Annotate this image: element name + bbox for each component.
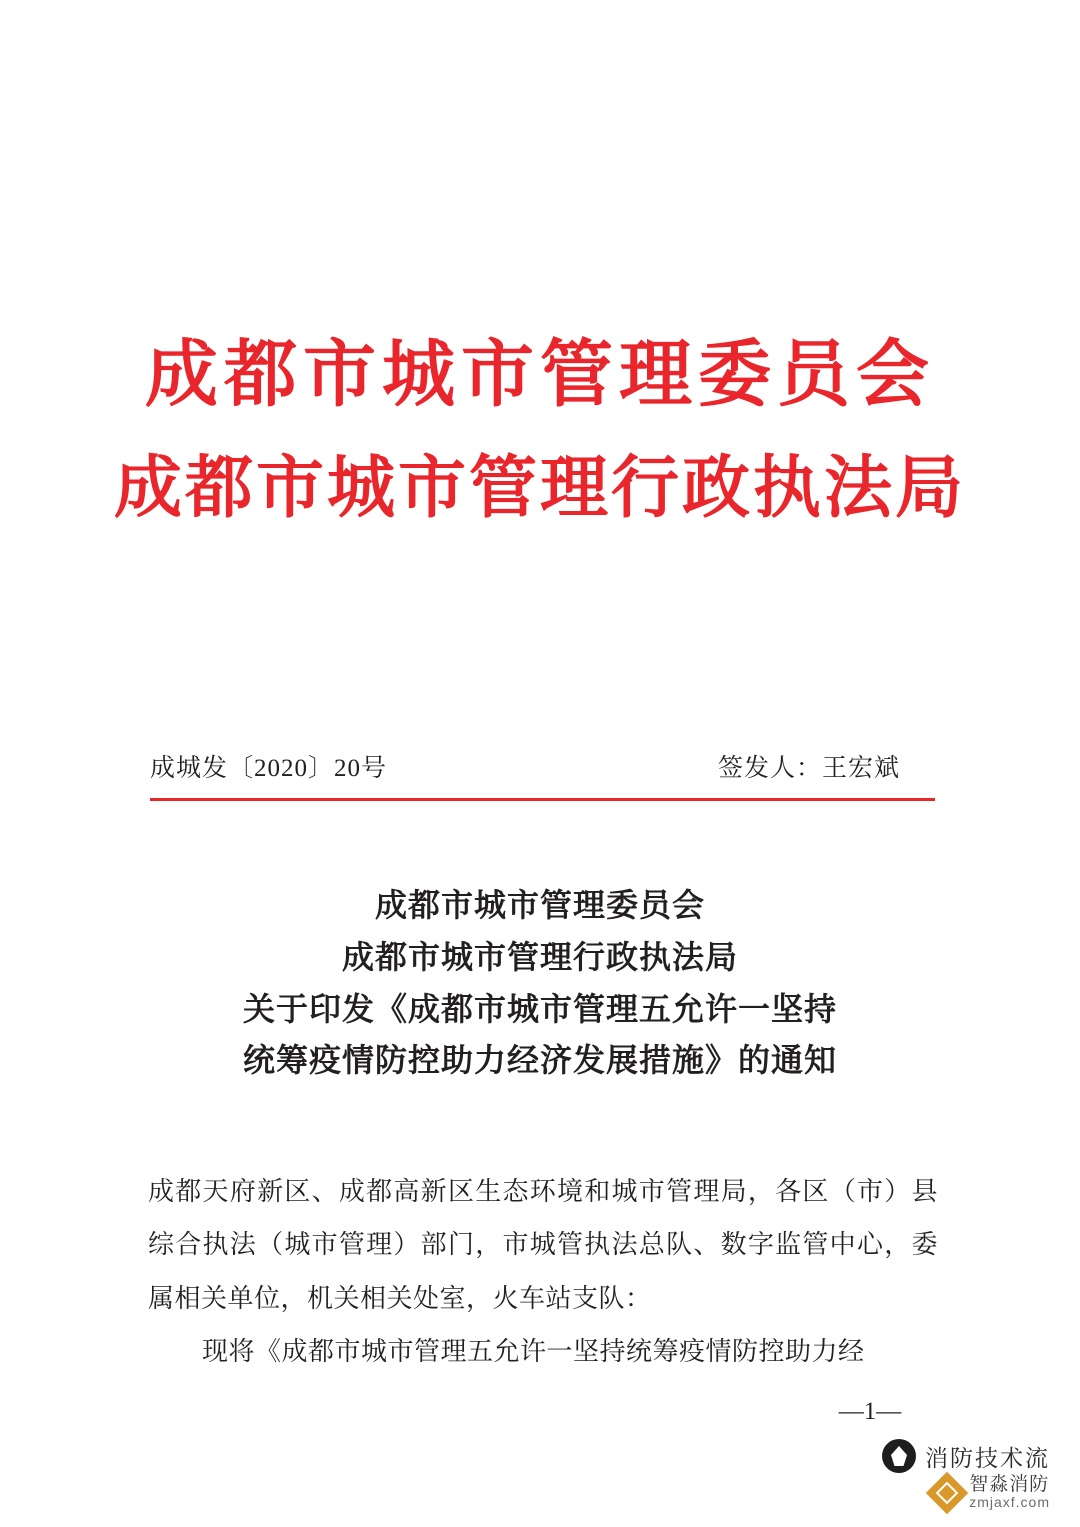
red-divider-rule — [150, 798, 935, 801]
watermark — [838, 1439, 1058, 1511]
watermark-secondary — [932, 1474, 1050, 1511]
document-number: 成城发〔2020〕20号 — [150, 755, 388, 782]
issuer-name: 签发人：王宏斌 — [717, 755, 900, 782]
title-line-1: 成都市城市管理委员会 — [374, 887, 705, 923]
body-text — [148, 1165, 938, 1378]
page-title — [0, 880, 1080, 1087]
watermark-secondary-label: 智淼消防 — [969, 1474, 1050, 1496]
body-paragraph-1: 现将《成都市城市管理五允许一坚持统筹疫情防控助力经 — [202, 1336, 865, 1366]
watermark-brand-label: 消防技术流 — [925, 1445, 1050, 1471]
body-paragraph-addressees: 成都天府新区、成都高新区生态环境和城市管理局，各区（市）县综合执法（城市管理）部门，市城管执法总队、数字监管中心，委属相关单位，机关相关处室，火车站支队： — [148, 1177, 938, 1313]
document-number-row — [150, 748, 935, 784]
watermark-brand — [882, 1439, 1050, 1473]
masthead — [0, 330, 1080, 530]
title-line-3: 关于印发《成都市城市管理五允许一坚持 — [242, 990, 837, 1027]
diamond-logo-icon — [926, 1471, 968, 1513]
flame-badge-icon — [882, 1439, 916, 1473]
title-line-4: 统筹疫情防控助力经济发展措施》的通知 — [242, 1042, 837, 1079]
watermark-secondary-url: zmjaxf.com — [969, 1494, 1050, 1511]
masthead-line-1: 成都市城市管理委员会 — [145, 334, 935, 415]
page-number: —1— — [838, 1398, 902, 1425]
title-line-2: 成都市城市管理行政执法局 — [341, 938, 738, 975]
masthead-line-2: 成都市城市管理行政执法局 — [113, 450, 966, 527]
